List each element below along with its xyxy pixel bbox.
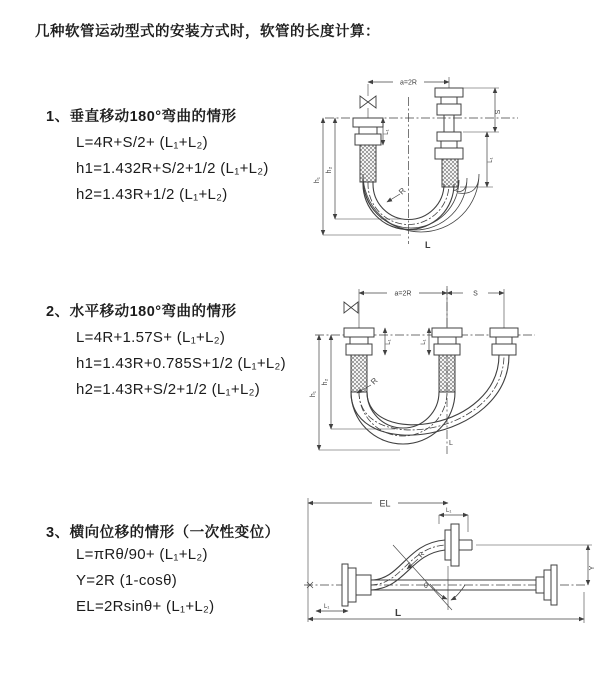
section3-heading: 3、横向位移的情形（一次性变位） [46, 525, 280, 541]
middle-connector [432, 328, 462, 392]
radius-callout [407, 551, 426, 569]
dim-label-l: L [395, 608, 402, 619]
dim-label-h1: h₁ [314, 176, 321, 184]
section1-formula-h2: h2=1.43R+1/2 (L₁+L₂) [76, 186, 228, 203]
right-connector [490, 328, 518, 355]
diagram-lateral-displacement [296, 488, 600, 648]
dim-label-theta: θ [424, 583, 428, 590]
diagram-horizontal-bend [305, 282, 600, 467]
dim-label-l1-mid: L₁ [421, 339, 427, 345]
right-flange [536, 565, 557, 605]
dim-label-h2: h₂ [322, 378, 329, 386]
hose-s-curve [371, 540, 445, 590]
dim-label-h1: h₁ [310, 390, 317, 398]
left-flange [342, 564, 371, 606]
dim-label-el: EL [379, 498, 391, 509]
hose-curves [363, 174, 479, 232]
section2-formula-h2: h2=1.43R+S/2+1/2 (L₁+L₂) [76, 381, 261, 398]
valve-icon [344, 302, 358, 313]
dim-label-l1-left: L₁ [384, 129, 390, 135]
diagram-vertical-bend [303, 72, 598, 257]
dim-s [463, 88, 502, 132]
dim-label-l1-right: L₁ [488, 157, 494, 163]
dim-label-s: S [495, 109, 502, 115]
dim-label-r: R [417, 550, 427, 560]
right-connector-upper [435, 77, 463, 132]
dim-label-r: R [397, 186, 408, 197]
radius-callout [387, 186, 408, 202]
section1-heading: 1、垂直移动180°弯曲的情形 [46, 109, 237, 125]
dim-a2r [359, 289, 504, 328]
dim-l1-left [385, 328, 392, 355]
section2-formula-h1: h1=1.43R+0.785S+1/2 (L₁+L₂) [76, 355, 286, 372]
dim-label-l1-left: L₁ [386, 339, 392, 345]
dim-label-l1-bottom: L₁ [324, 604, 330, 610]
dim-l1-mid [421, 328, 429, 355]
section2-heading: 2、水平移动180°弯曲的情形 [46, 304, 237, 320]
dim-label-l1-top: L₁ [446, 508, 452, 514]
dim-s [447, 291, 504, 298]
dim-a2r [368, 80, 449, 87]
left-connector [353, 118, 383, 182]
section3-formula-el: EL=2Rsinθ+ (L₁+L₂) [76, 598, 215, 615]
right-connector-lower [435, 132, 463, 187]
dim-label-r: R [369, 376, 380, 387]
dim-label-a2r: a=2R [394, 290, 412, 298]
dim-label-l: L [425, 240, 431, 250]
section1-formula-l: L=4R+S/2+ (L₁+L₂) [76, 134, 208, 151]
section1-formula-h1: h1=1.432R+S/2+1/2 (L₁+L₂) [76, 160, 269, 177]
page-title: 几种软管运动型式的安装方式时，软管的长度计算： [35, 24, 380, 40]
dim-l1-left [383, 118, 390, 145]
dim-label-l: L [449, 440, 453, 447]
section2-formula-l: L=4R+1.57S+ (L₁+L₂) [76, 329, 226, 346]
dim-l1-right [460, 132, 494, 187]
left-connector [344, 328, 374, 392]
dim-label-s: S [473, 290, 478, 298]
dim-label-a2r: a=2R [400, 79, 417, 87]
valve-icon [360, 84, 376, 118]
section3-formula-y: Y=2R (1-cosθ) [76, 572, 178, 589]
section3-formula-l: L=πRθ/90+ (L₁+L₂) [76, 546, 208, 563]
hose-curves [351, 355, 509, 444]
dim-label-h2: h₂ [326, 166, 333, 174]
dim-label-y: Y [589, 565, 596, 571]
